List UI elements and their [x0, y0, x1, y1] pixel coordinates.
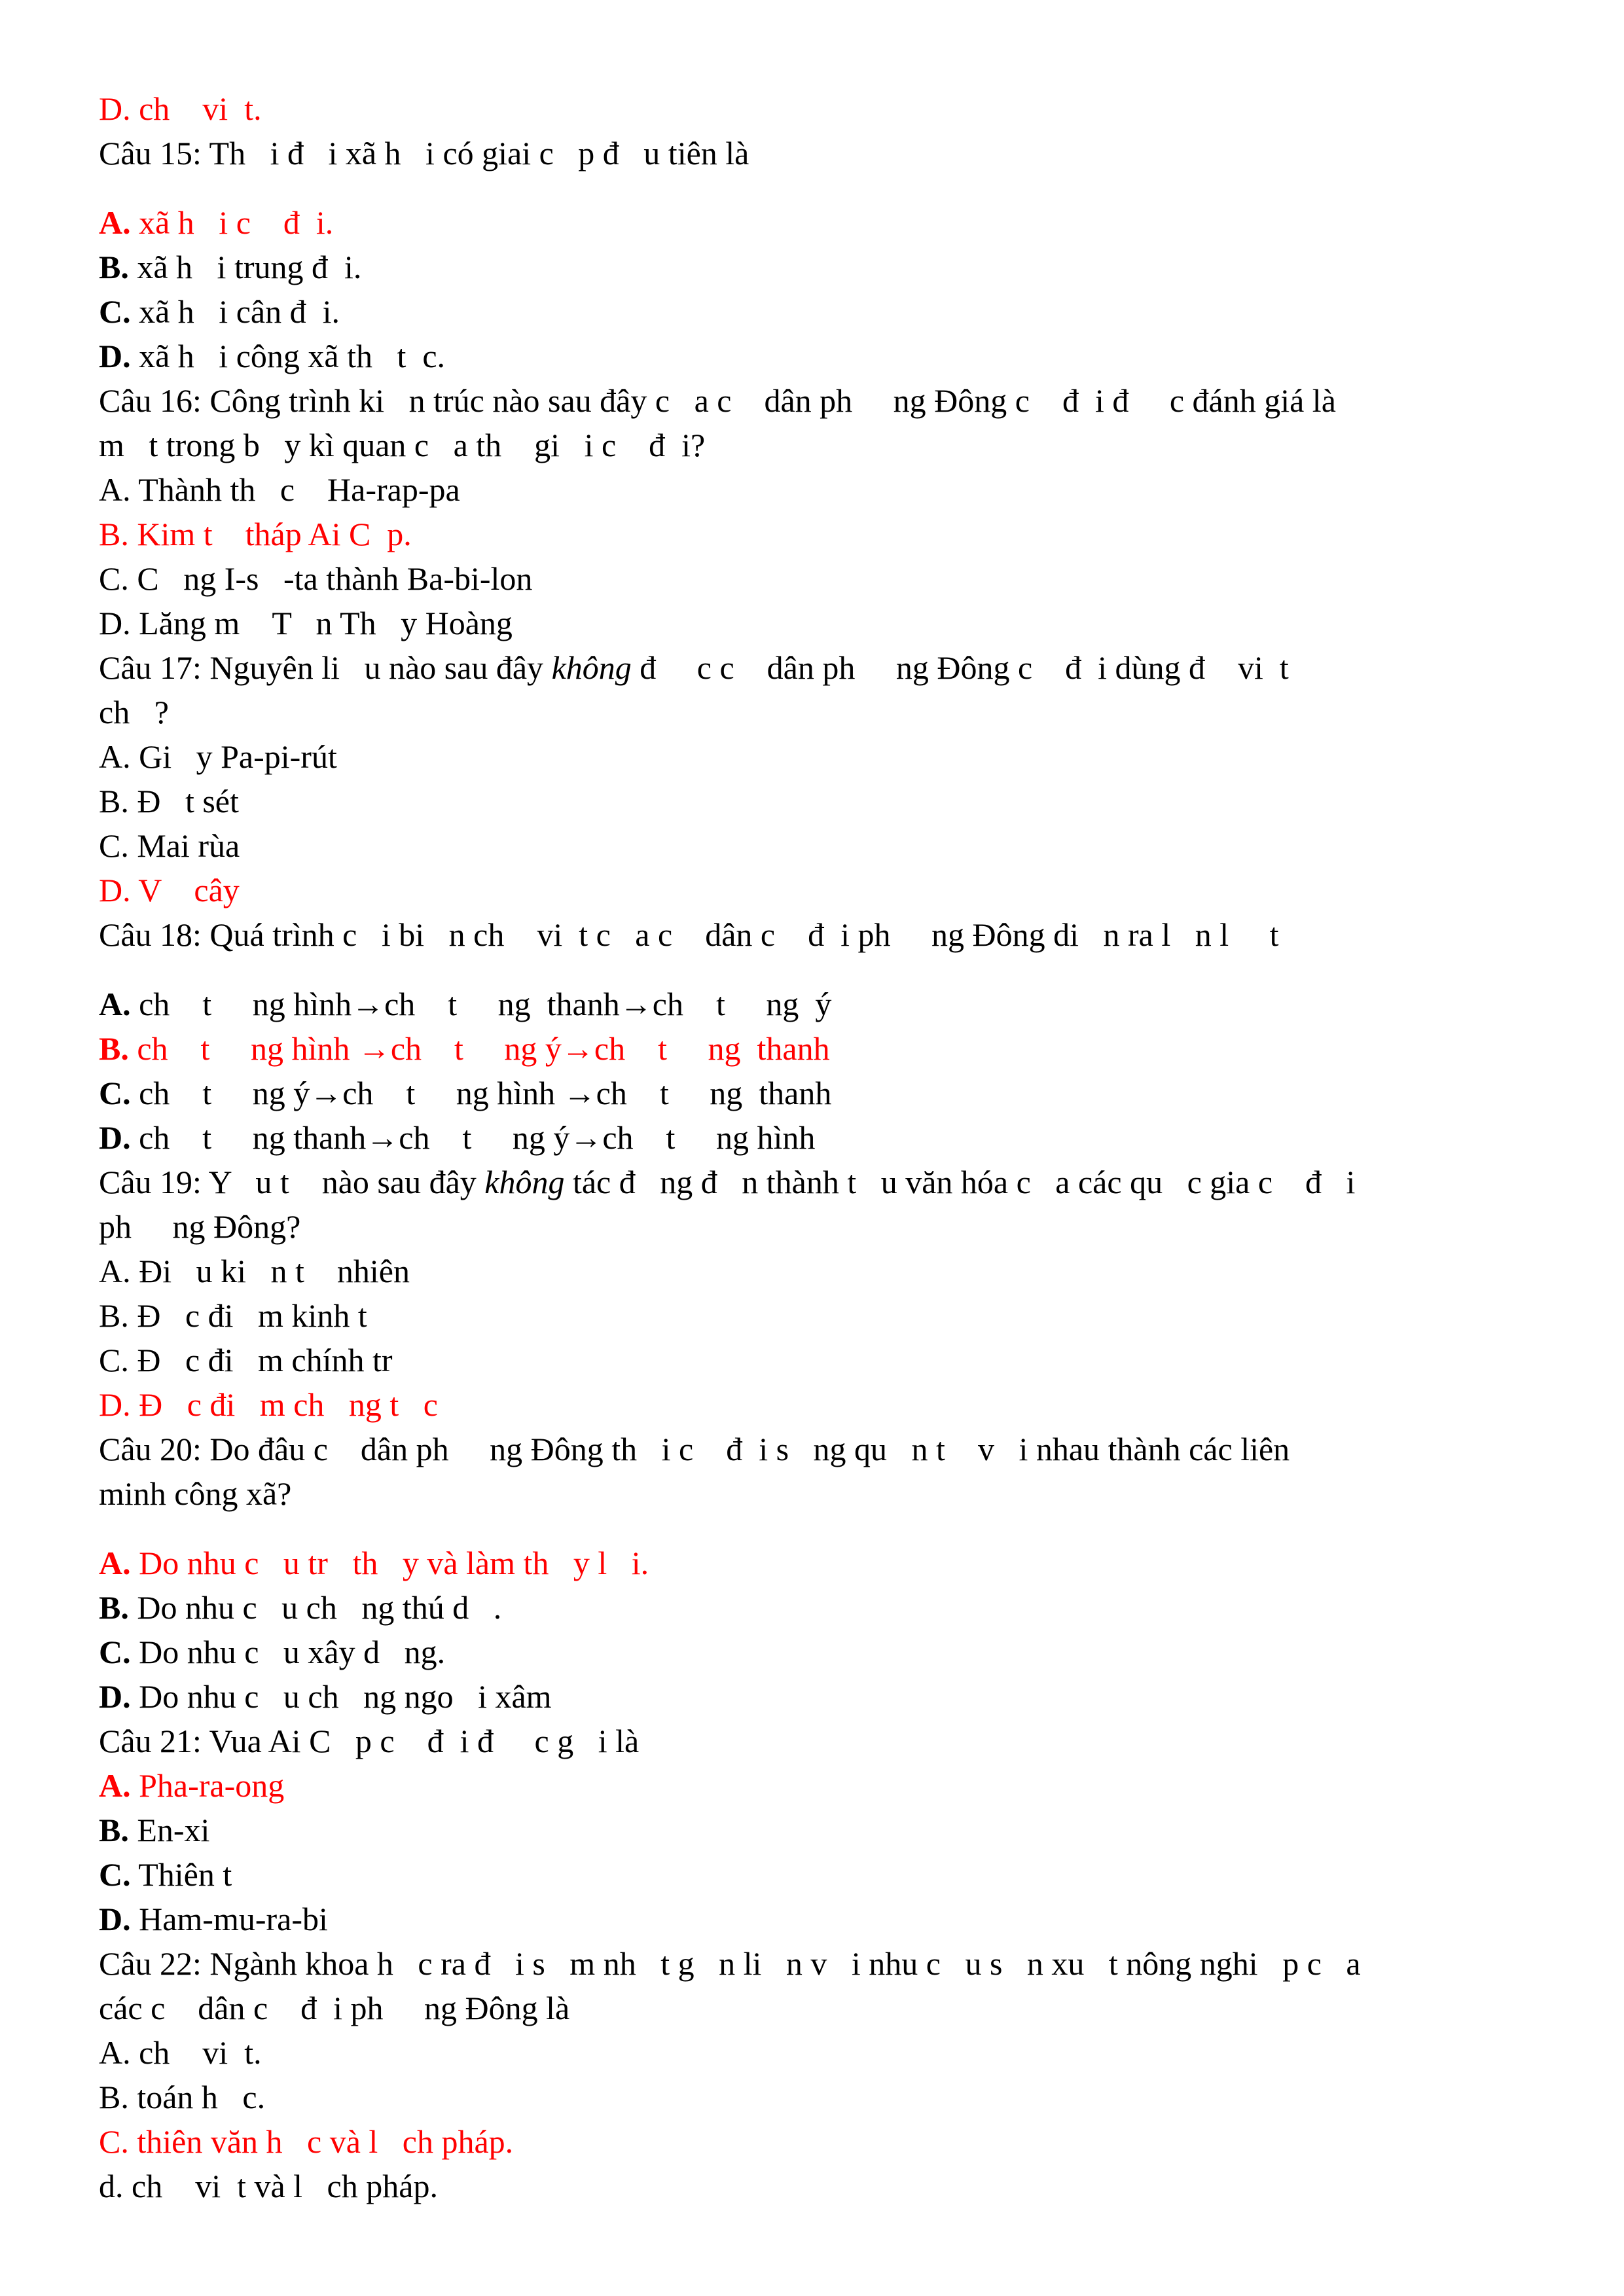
q21-option-a — [99, 1763, 1526, 1808]
q17-question-line1 — [99, 645, 1526, 690]
option-text: Thiên t — [130, 1856, 232, 1893]
q15-question: Câu 15: Th i đ i xã h i có giai c p đ u tiên là — [99, 135, 749, 171]
q16-option-d: D. Lăng m T n Th y Hoàng — [99, 605, 513, 641]
option-key: B. — [99, 1030, 129, 1067]
option-key: C. — [99, 1075, 131, 1111]
q17-question-post: đ c c dân ph ng Đông c đ i dùng đ vi t — [631, 649, 1289, 686]
option-key: A. — [99, 204, 131, 241]
option-key: D. — [99, 1901, 131, 1937]
q18-question: Câu 18: Quá trình c i bi n ch vi t c a c dân c đ i ph ng Đông di n ra l n l t — [99, 916, 1279, 953]
q16-question-line2: m t trong b y kì quan c a th gi i c đ i? — [99, 427, 706, 463]
option-text: xã h i cân đ i. — [130, 293, 340, 330]
q22-option-c: C. thiên văn h c và l ch pháp. — [99, 2123, 514, 2160]
q20-question-line1: Câu 20: Do đâu c dân ph ng Đông th i c đ i s ng qu n t v i nhau thành các liên — [99, 1431, 1290, 1467]
option-key: D. — [99, 1119, 131, 1156]
option-key: A. — [99, 1767, 131, 1804]
q15-option-a — [99, 200, 1526, 245]
q22-option-a: A. ch vi t. — [99, 2034, 262, 2071]
option-text: Pha-ra-ong — [130, 1767, 285, 1804]
q21-option-c — [99, 1852, 1526, 1897]
option-key: A. — [99, 1545, 131, 1581]
spacer — [99, 1516, 1526, 1541]
document-page — [99, 86, 1526, 2208]
option-key: B. — [99, 1589, 129, 1626]
q17-option-d: D. V cây — [99, 872, 240, 908]
option-text: ch t ng hình →ch t ng ý→ch t ng thanh — [128, 1030, 830, 1067]
q22-option-b: B. toán h c. — [99, 2079, 266, 2115]
q15-option-c — [99, 289, 1526, 334]
option-key: D. — [99, 1678, 131, 1715]
option-text: xã h i trung đ i. — [128, 249, 362, 285]
q16-option-a: A. Thành th c Ha-rap-pa — [99, 471, 460, 508]
option-text: Do nhu c u ch ng ngo i xâm — [130, 1678, 552, 1715]
q19-question-line2: ph ng Đông? — [99, 1208, 301, 1245]
q19-option-b: B. Đ c đi m kinh t — [99, 1297, 367, 1334]
option-key: C. — [99, 293, 131, 330]
q18-option-a — [99, 982, 1526, 1026]
q17-option-b: B. Đ t sét — [99, 783, 239, 819]
q19-question-emphasis: không — [484, 1164, 565, 1200]
option-text: xã h i c đ i. — [130, 204, 334, 241]
q21-option-d — [99, 1897, 1526, 1941]
option-text: Do nhu c u tr th y và làm th y l i. — [130, 1545, 649, 1581]
q19-question-post: tác đ ng đ n thành t u văn hóa c a các qu c gia c đ i — [564, 1164, 1356, 1200]
q20-option-b — [99, 1585, 1526, 1630]
q21-option-b — [99, 1808, 1526, 1852]
q19-question-line1 — [99, 1160, 1526, 1204]
option-text: Do nhu c u xây d ng. — [130, 1634, 446, 1670]
q17-option-c: C. Mai rùa — [99, 827, 240, 864]
q19-option-c: C. Đ c đi m chính tr — [99, 1342, 393, 1378]
q17-question-line2: ch ? — [99, 694, 169, 730]
option-text: xã h i công xã th t c. — [130, 338, 446, 374]
q17-question-pre: Câu 17: Nguyên li u nào sau đây — [99, 649, 552, 686]
q19-question-pre: Câu 19: Y u t nào sau đây — [99, 1164, 485, 1200]
option-text: ch t ng hình→ch t ng thanh→ch t ng ý — [130, 986, 832, 1022]
q18-option-d — [99, 1115, 1526, 1160]
q18-option-b — [99, 1026, 1526, 1071]
option-key: B. — [99, 1812, 129, 1848]
q18-option-c — [99, 1071, 1526, 1115]
option-key: B. — [99, 249, 129, 285]
q16-option-c: C. C ng I-s -ta thành Ba-bi-lon — [99, 560, 533, 597]
option-key: A. — [99, 986, 131, 1022]
q14-answer-d: D. ch vi t. — [99, 90, 262, 127]
q22-option-d: d. ch vi t và l ch pháp. — [99, 2168, 438, 2204]
option-text: En-xi — [128, 1812, 210, 1848]
q19-option-d: D. Đ c đi m ch ng t c — [99, 1386, 438, 1423]
q21-question: Câu 21: Vua Ai C p c đ i đ c g i là — [99, 1723, 640, 1759]
spacer — [99, 175, 1526, 200]
q16-option-b: B. Kim t tháp Ai C p. — [99, 516, 412, 552]
option-text: Ham-mu-ra-bi — [130, 1901, 328, 1937]
option-key: C. — [99, 1856, 131, 1893]
q20-option-a — [99, 1541, 1526, 1585]
option-text: Do nhu c u ch ng thú d . — [128, 1589, 502, 1626]
option-text: ch t ng thanh→ch t ng ý→ch t ng hình — [130, 1119, 816, 1156]
q20-option-c — [99, 1630, 1526, 1674]
option-key: C. — [99, 1634, 131, 1670]
spacer — [99, 957, 1526, 982]
option-key: D. — [99, 338, 131, 374]
q15-option-d — [99, 334, 1526, 378]
q17-question-emphasis: không — [551, 649, 632, 686]
option-text: ch t ng ý→ch t ng hình →ch t ng thanh — [130, 1075, 832, 1111]
q22-question-line1: Câu 22: Ngành khoa h c ra đ i s m nh t g n li n v i nhu c u s n xu t nông nghi p c a — [99, 1945, 1361, 1982]
q15-option-b — [99, 245, 1526, 289]
q20-question-line2: minh công xã? — [99, 1475, 292, 1512]
q19-option-a: A. Đi u ki n t nhiên — [99, 1253, 410, 1289]
q16-question-line1: Câu 16: Công trình ki n trúc nào sau đây c a c dân ph ng Đông c đ i đ c đánh giá là — [99, 382, 1336, 419]
q17-option-a: A. Gi y Pa-pi-rút — [99, 738, 337, 775]
q22-question-line2: các c dân c đ i ph ng Đông là — [99, 1990, 570, 2026]
q20-option-d — [99, 1674, 1526, 1719]
